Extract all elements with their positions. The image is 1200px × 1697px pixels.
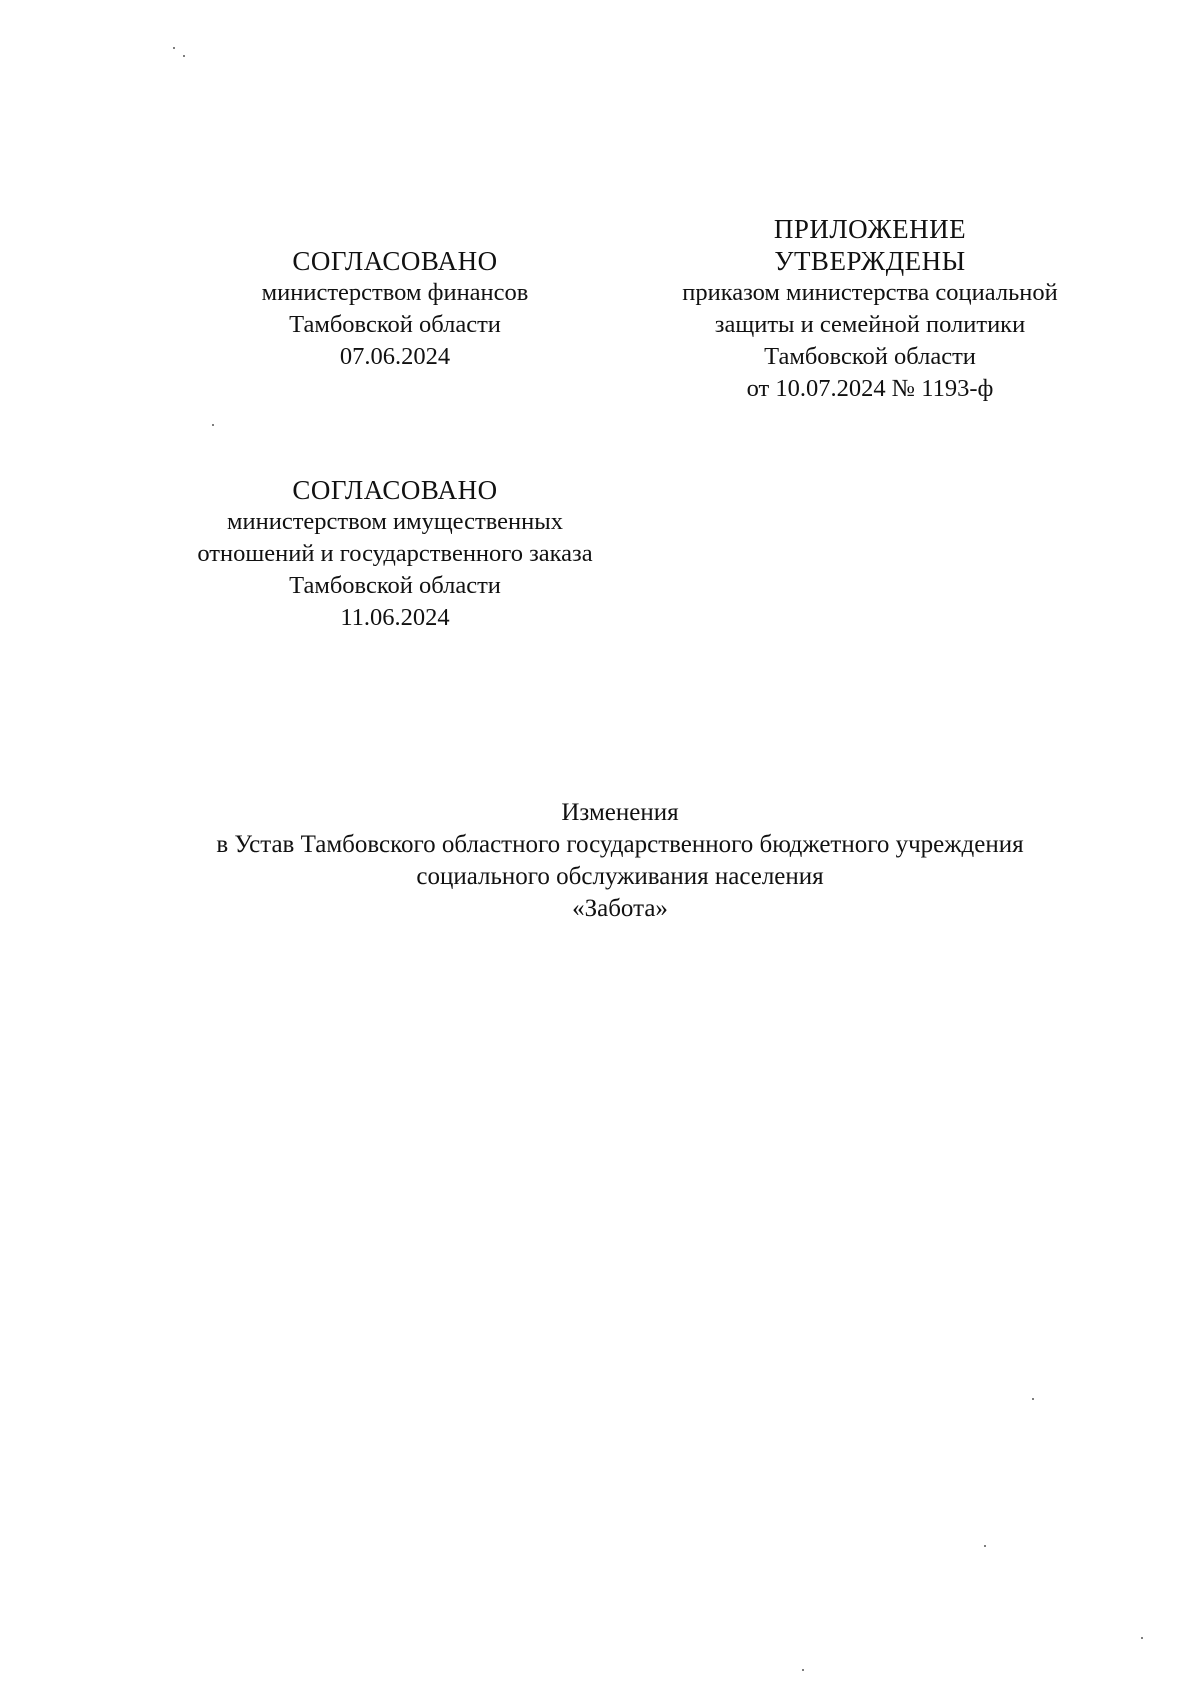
approval-line: отношений и государственного заказа	[197, 540, 593, 567]
scan-speck	[802, 1669, 804, 1671]
approval-heading: СОГЛАСОВАНО	[292, 246, 498, 276]
appendix-approval-block	[640, 213, 1100, 405]
scan-speck	[173, 47, 175, 49]
appendix-label: ПРИЛОЖЕНИЕ	[773, 214, 967, 244]
approval-date: 11.06.2024	[340, 604, 450, 631]
approval-line: министерством имущественных	[227, 508, 563, 535]
approved-heading: УТВЕРЖДЕНЫ	[774, 246, 966, 276]
appendix-line: Тамбовской области	[764, 343, 976, 370]
title-line: «Забота»	[572, 895, 668, 922]
appendix-line: защиты и семейной политики	[714, 311, 1026, 338]
scan-speck	[183, 55, 185, 57]
appendix-line: приказом министерства социальной	[682, 279, 1058, 306]
order-date-number: от 10.07.2024 № 1193-ф	[746, 375, 994, 402]
scan-speck	[212, 424, 214, 426]
approval-line: Тамбовской области	[289, 572, 501, 599]
scan-speck	[984, 1545, 986, 1547]
approval-date: 07.06.2024	[339, 343, 451, 370]
approval-line: Тамбовской области	[289, 311, 501, 338]
title-line: Изменения	[561, 799, 679, 826]
title-line: социального обслуживания населения	[416, 863, 824, 890]
approval-line: министерством финансов	[261, 279, 529, 306]
approval-finance-block	[160, 245, 630, 373]
title-line: в Устав Тамбовского областного государственного бюджетного учреждения	[216, 831, 1024, 858]
scan-speck	[1141, 1637, 1143, 1639]
approval-property-block	[150, 474, 640, 634]
document-title	[120, 797, 1120, 925]
approval-heading: СОГЛАСОВАНО	[292, 475, 498, 505]
scan-speck	[1032, 1398, 1034, 1400]
